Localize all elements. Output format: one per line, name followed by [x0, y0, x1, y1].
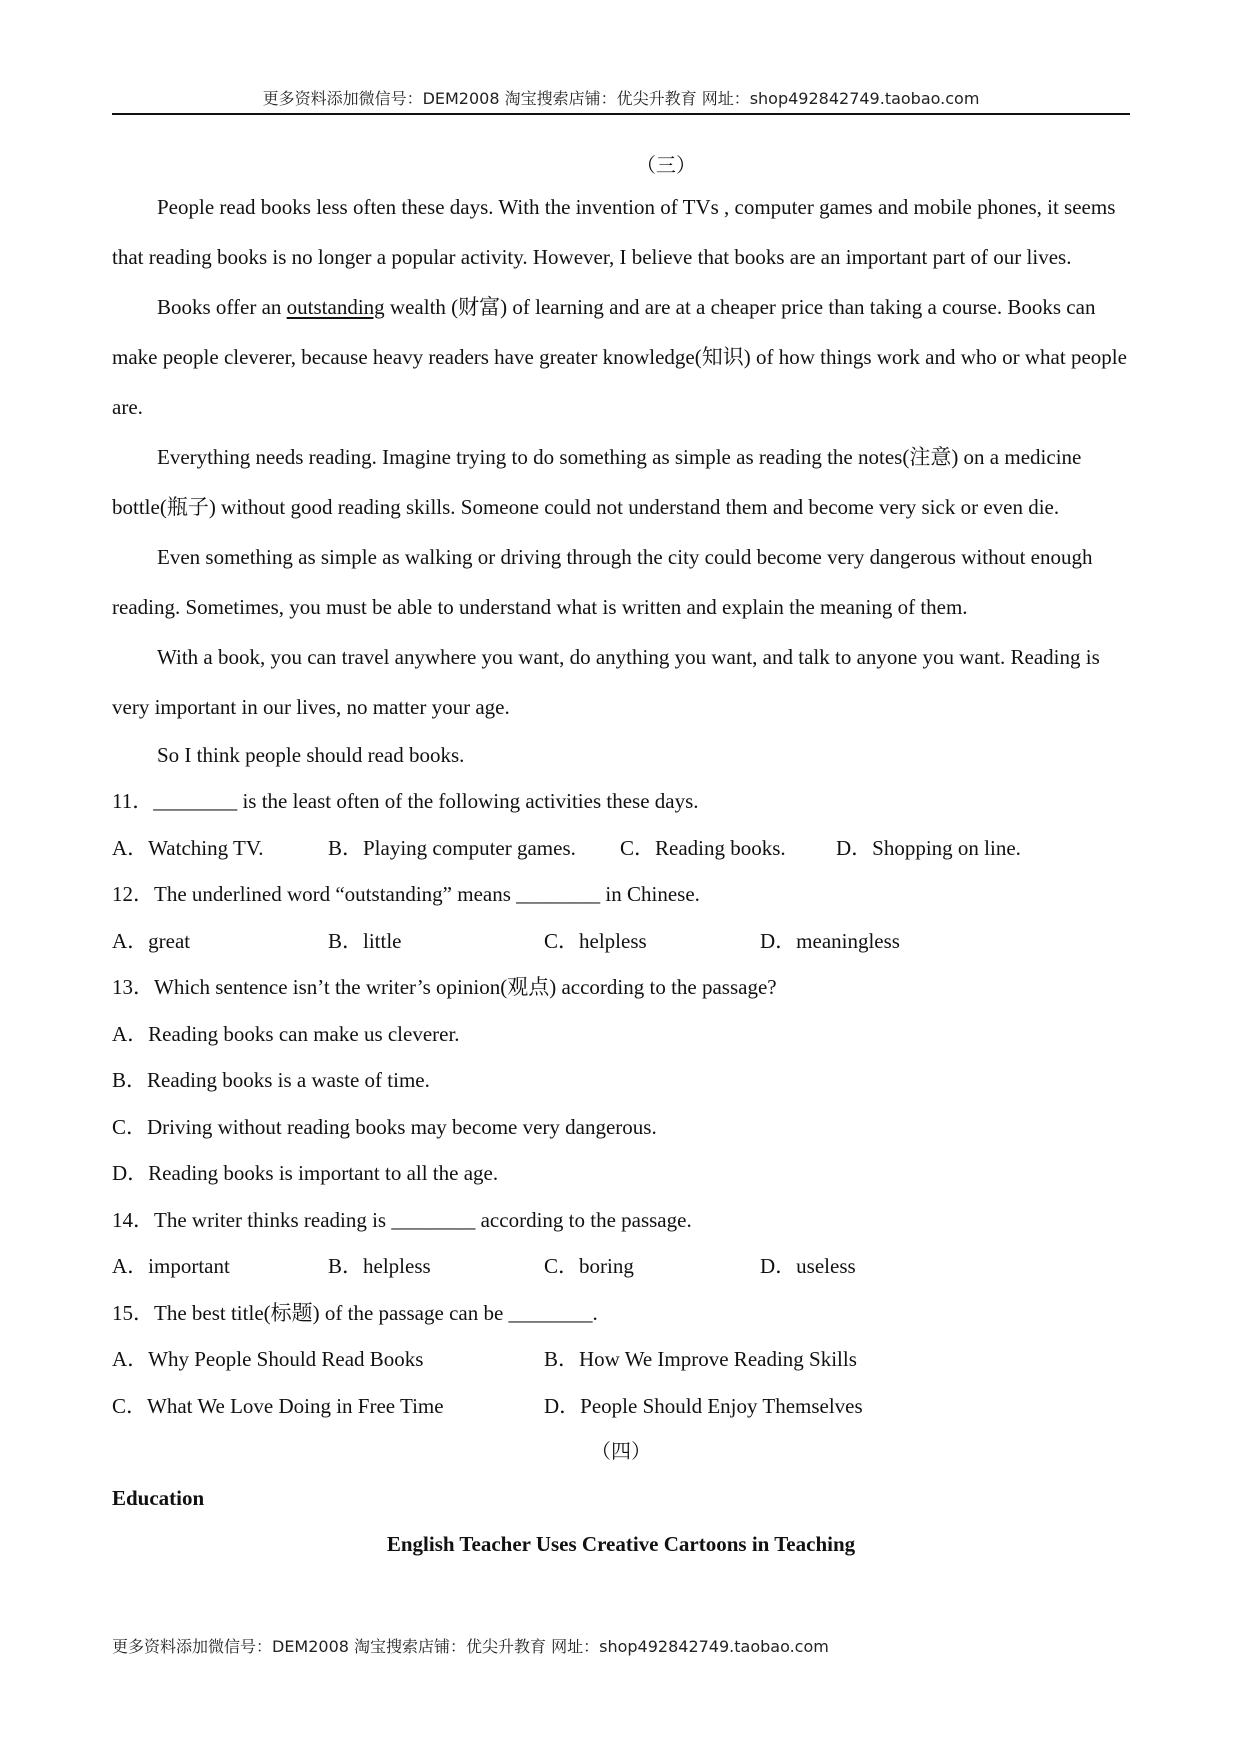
option-c: C．Reading books. [620, 835, 786, 860]
option-b: B．Playing computer games. [328, 835, 576, 860]
paragraph-1: People read books less often these days. With the invention of TVs , computer games and mobile phones, it seems that reading books is no longer a popular activity. However, I believe that books are an important part of our lives. [112, 195, 1116, 269]
paragraph-6: So I think people should read books. [157, 743, 465, 767]
option-b: B．Reading books is a waste of time. [112, 1068, 430, 1092]
question-15-stem: 15．The best title(标题) of the passage can be ________. [112, 1300, 598, 1325]
option-c: C．What We Love Doing in Free Time [112, 1393, 444, 1418]
section-four-marker: （四） [591, 1441, 651, 1463]
option-a: A．great [112, 928, 191, 953]
question-14-stem: 14．The writer thinks reading is ________ according to the passage. [112, 1207, 692, 1232]
option-b: B．How We Improve Reading Skills [544, 1347, 857, 1371]
question-11-stem: 11．________ is the least often of the following activities these days. [112, 789, 699, 813]
question-13-stem: 13．Which sentence isn’t the writer’s opinion(观点) according to the passage? [112, 975, 777, 999]
category-label: Education [112, 1486, 205, 1510]
section-three-marker: （三） [636, 155, 696, 177]
question-11-options [112, 825, 1130, 872]
option-d: D．useless [760, 1254, 856, 1278]
question-12-stem: 12．The underlined word “outstanding” means ________ in Chinese. [112, 882, 700, 906]
question-12-options [112, 918, 1130, 965]
option-a: A．important [112, 1254, 230, 1278]
question-14-options [112, 1243, 1130, 1290]
option-a: A．Why People Should Read Books [112, 1347, 424, 1371]
page-header: 更多资料添加微信号：DEM2008 淘宝搜索店铺：优尖升教育 网址：shop492842749.taobao.com [262, 89, 980, 108]
option-a: A．Reading books can make us cleverer. [112, 1021, 460, 1046]
option-c: C．boring [544, 1254, 634, 1278]
page-footer: 更多资料添加微信号：DEM2008 淘宝搜索店铺：优尖升教育 网址：shop492842749.taobao.com [112, 1637, 829, 1656]
question-15-options-row-2 [112, 1383, 1130, 1430]
paragraph-2-start: Books offer an [157, 295, 287, 319]
option-c: C．Driving without reading books may become very dangerous. [112, 1114, 657, 1139]
option-b: B．little [328, 928, 402, 953]
option-d: D．meaningless [760, 928, 900, 953]
option-d: D．Shopping on line. [836, 835, 1021, 860]
paragraph-2 [112, 282, 1130, 432]
option-d: D．People Should Enjoy Themselves [544, 1393, 863, 1418]
option-c: C．helpless [544, 928, 647, 953]
paragraph-3: Everything needs reading. Imagine trying to do something as simple as reading the notes(注意) on a medicine bottle(瓶子) without good reading skills. Someone could not understand them and become very sick or even die. [112, 445, 1082, 519]
option-a: A．Watching TV. [112, 835, 264, 860]
header-divider [112, 113, 1130, 115]
article-title: English Teacher Uses Creative Cartoons in Teaching [386, 1532, 856, 1556]
option-b: B．helpless [328, 1254, 431, 1278]
underlined-word: outstanding [286, 295, 385, 319]
paragraph-5: With a book, you can travel anywhere you want, do anything you want, and talk to anyone you want. Reading is very important in our lives, no matter your age. [112, 645, 1100, 719]
question-15-options-row-1 [112, 1336, 1130, 1383]
paragraph-2-rest: wealth (财富) of learning and are at a cheaper price than taking a course. Books can make people cleverer, because heavy readers have greater knowledge(知识) of how things work and who or what people are. [112, 295, 1127, 419]
paragraph-4: Even something as simple as walking or driving through the city could become very dangerous without enough reading. Sometimes, you must be able to understand what is written and explain the meaning of them. [112, 545, 1093, 619]
option-d: D．Reading books is important to all the age. [112, 1161, 499, 1185]
document-body [112, 150, 1130, 1567]
